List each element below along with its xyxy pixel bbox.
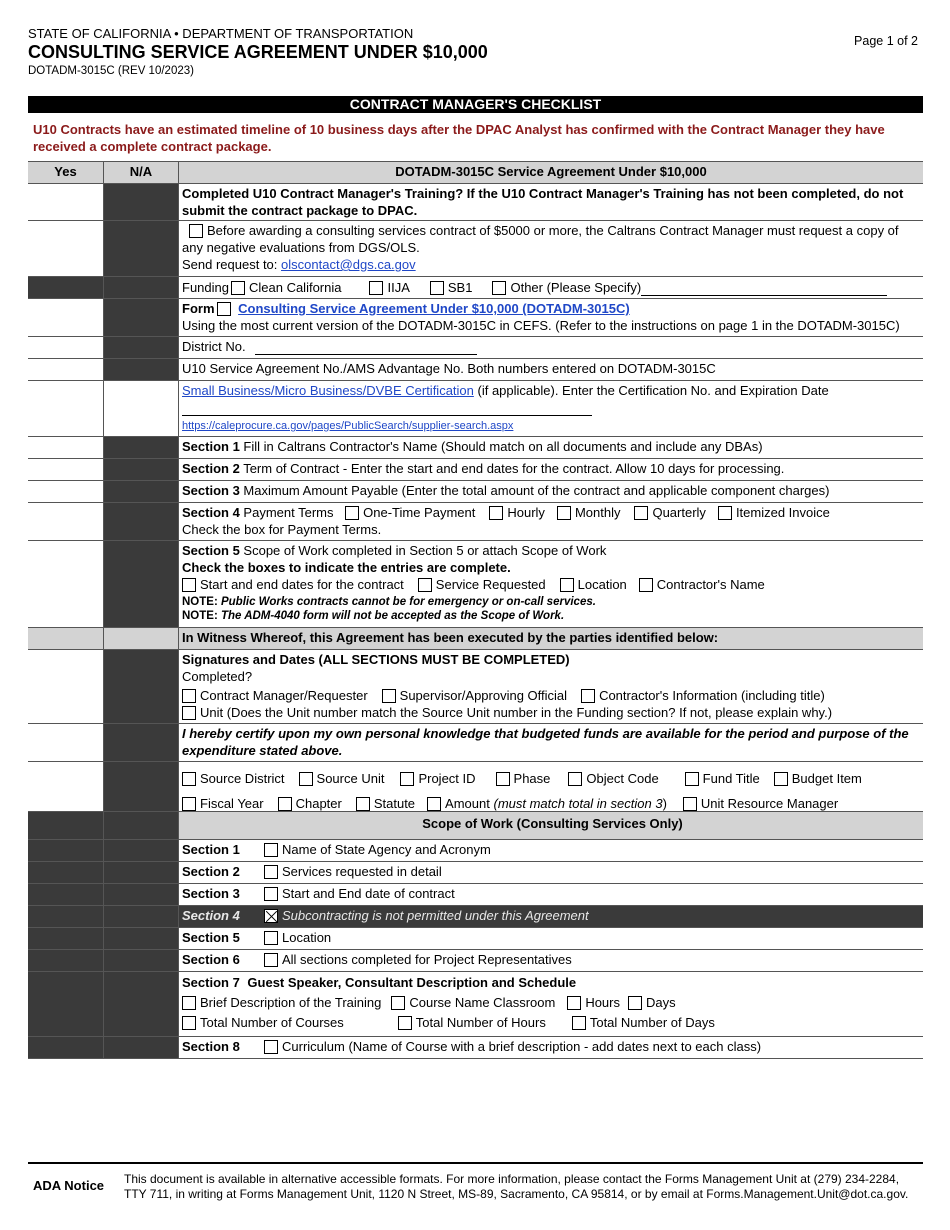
na-cell — [104, 437, 179, 458]
one-time-payment-label: One-Time Payment — [363, 505, 476, 520]
yes-cell — [28, 928, 104, 949]
scope-section-6-text: All sections completed for Project Representatives — [282, 952, 572, 967]
yes-cell[interactable] — [28, 359, 104, 380]
training-item: Completed U10 Contract Manager's Training? If the U10 Contract Manager's Training has not been completed, do not submit the contract package to DPAC. — [182, 186, 904, 218]
na-cell[interactable] — [104, 381, 179, 436]
ada-notice-label: ADA Notice — [33, 1178, 105, 1193]
table-row — [28, 1037, 923, 1059]
section-2-label: Section 2 — [182, 461, 240, 476]
table-row — [28, 184, 923, 221]
quarterly-label: Quarterly — [652, 505, 706, 520]
na-cell — [104, 481, 179, 502]
na-column-header: N/A — [104, 162, 179, 183]
u10-number-item: U10 Service Agreement No./AMS Advantage No. Both numbers entered on DOTADM-3015C — [182, 361, 716, 376]
scope-section-7 — [179, 972, 923, 1036]
na-cell — [104, 762, 179, 811]
yes-cell[interactable] — [28, 650, 104, 723]
witness-heading: In Witness Whereof, this Agreement has been executed by the parties identified below: — [179, 628, 923, 649]
form-id: DOTADM-3015C (REV 10/2023) — [28, 65, 194, 77]
total-days-checkbox[interactable] — [572, 1016, 586, 1030]
source-district-checkbox[interactable] — [182, 772, 196, 786]
table-header-row — [28, 161, 923, 184]
scope-section-3-label: Section 3 — [182, 886, 240, 901]
section-5-item — [179, 541, 923, 627]
scope-section-7-title: Guest Speaker, Consultant Description and Schedule — [247, 975, 577, 990]
phase-label: Phase — [513, 771, 551, 786]
total-days-label: Total Number of Days — [589, 1015, 715, 1030]
evaluations-checkbox[interactable] — [189, 224, 203, 238]
scope-section-3 — [179, 884, 923, 905]
note-2 — [182, 609, 923, 623]
timeline-notice: U10 Contracts have an estimated timeline of 10 business days after the DPAC Analyst has confirmed with the Contract Manager they have received a complete contract package. — [33, 122, 885, 154]
clean-california-label: Clean California — [248, 280, 342, 295]
section-3-item — [179, 481, 923, 502]
send-request-label: Send request to: — [182, 257, 278, 272]
project-id-checkbox[interactable] — [400, 772, 414, 786]
scope-section-3-text: Start and End date of contract — [282, 886, 455, 901]
contractor-info-checkbox[interactable] — [581, 689, 595, 703]
course-name-checkbox[interactable] — [391, 996, 405, 1010]
note-1-label: NOTE: — [182, 596, 218, 608]
yes-cell — [28, 862, 104, 883]
funding-fields-item — [179, 762, 923, 811]
signatures-title: Signatures and Dates (ALL SECTIONS MUST BE COMPLETED) — [182, 652, 570, 667]
yes-cell — [28, 906, 104, 927]
location-checkbox[interactable] — [560, 578, 574, 592]
scope-section-4-checkbox — [264, 909, 278, 923]
checklist-table — [28, 161, 923, 1059]
section-1-text: Fill in Caltrans Contractor's Name (Should match on all documents and include any DBAs) — [243, 439, 763, 454]
na-cell — [104, 906, 179, 927]
brief-description-checkbox[interactable] — [182, 996, 196, 1010]
source-district-label: Source District — [200, 771, 285, 786]
location-label: Location — [577, 577, 627, 592]
table-row — [28, 381, 923, 437]
table-row — [28, 628, 923, 650]
table-row — [28, 299, 923, 337]
funding-item — [179, 277, 923, 298]
monthly-checkbox[interactable] — [557, 506, 571, 520]
statute-checkbox[interactable] — [356, 797, 370, 811]
yes-cell[interactable] — [28, 337, 104, 358]
section-3-text: Maximum Amount Payable (Enter the total amount of the contract and applicable component charges) — [243, 483, 830, 498]
scope-section-4 — [179, 906, 923, 927]
start-end-dates-checkbox[interactable] — [182, 578, 196, 592]
chapter-label: Chapter — [295, 796, 342, 811]
na-cell — [104, 503, 179, 540]
contract-manager-checkbox[interactable] — [182, 689, 196, 703]
table-row — [28, 359, 923, 381]
yes-cell — [28, 812, 104, 839]
yes-cell[interactable] — [28, 184, 104, 220]
unit-option — [182, 704, 923, 721]
na-cell — [104, 541, 179, 627]
district-item — [179, 337, 923, 358]
supplier-search-link[interactable]: https://caleprocure.ca.gov/pages/PublicSearch/supplier-search.aspx — [182, 420, 514, 432]
scope-section-2 — [179, 862, 923, 883]
na-cell — [104, 459, 179, 480]
section-4-text: Payment Terms — [243, 505, 334, 520]
scope-section-4-label: Section 4 — [182, 908, 240, 923]
itemized-invoice-checkbox[interactable] — [718, 506, 732, 520]
monthly-label: Monthly — [574, 505, 621, 520]
scope-section-2-label: Section 2 — [182, 864, 240, 879]
negative-evaluations-item — [179, 221, 923, 276]
scope-section-1 — [179, 840, 923, 861]
na-cell — [104, 862, 179, 883]
certification-item — [179, 381, 923, 436]
scope-section-6-label: Section 6 — [182, 952, 240, 967]
total-courses-label: Total Number of Courses — [200, 1015, 344, 1030]
unit-resource-manager-label: Unit Resource Manager — [700, 796, 839, 811]
table-row — [28, 221, 923, 277]
table-row — [28, 459, 923, 481]
yes-cell — [28, 950, 104, 971]
phase-checkbox[interactable] — [496, 772, 510, 786]
yes-cell — [28, 628, 104, 649]
fund-title-checkbox[interactable] — [685, 772, 699, 786]
note-1-text: Public Works contracts cannot be for emergency or on-call services. — [220, 596, 596, 608]
scope-section-6 — [179, 950, 923, 971]
table-row — [28, 277, 923, 299]
yes-cell[interactable] — [28, 541, 104, 627]
table-row — [28, 972, 923, 1037]
total-courses-checkbox[interactable] — [182, 1016, 196, 1030]
source-unit-label: Source Unit — [316, 771, 385, 786]
yes-cell — [28, 884, 104, 905]
yes-cell[interactable] — [28, 481, 104, 502]
scope-section-6-checkbox[interactable] — [264, 953, 278, 967]
other-funding-field[interactable] — [641, 283, 887, 296]
days-checkbox[interactable] — [628, 996, 642, 1010]
na-cell — [104, 359, 179, 380]
budget-item-checkbox[interactable] — [774, 772, 788, 786]
scope-section-4-text: Subcontracting is not permitted under this Agreement — [282, 908, 589, 923]
amount-checkbox[interactable] — [427, 797, 441, 811]
note-1 — [182, 595, 923, 609]
form-link[interactable]: Consulting Service Agreement Under $10,000 (DOTADM-3015C) — [238, 301, 630, 316]
ols-email-link[interactable]: olscontact@dgs.ca.gov — [281, 257, 416, 272]
table-row — [28, 481, 923, 503]
budget-item-label: Budget Item — [791, 771, 862, 786]
table-row — [28, 862, 923, 884]
sb1-checkbox[interactable] — [430, 281, 444, 295]
scope-section-7-label: Section 7 — [182, 975, 240, 990]
section-4-item — [179, 503, 923, 540]
form-note: Using the most current version of the DOTADM-3015C in CEFS. (Refer to the instructions on page 1 in the DOTADM-3015C) — [182, 318, 900, 333]
form-label: Form — [182, 301, 215, 316]
certification-text: (if applicable). Enter the Certification No. and Expiration Date — [477, 383, 829, 398]
section-2-text: Term of Contract - Enter the start and end dates for the contract. Allow 10 days for processing. — [243, 461, 785, 476]
table-row — [28, 840, 923, 862]
yes-cell — [28, 277, 104, 298]
ada-notice — [28, 1162, 923, 1201]
scope-section-1-checkbox[interactable] — [264, 843, 278, 857]
form-checkbox[interactable] — [217, 302, 231, 316]
yes-cell[interactable] — [28, 221, 104, 276]
checklist-banner: CONTRACT MANAGER'S CHECKLIST — [28, 96, 923, 113]
signatures-options — [182, 687, 923, 704]
na-cell — [104, 337, 179, 358]
contractor-name-checkbox[interactable] — [639, 578, 653, 592]
unit-resource-manager-checkbox[interactable] — [683, 797, 697, 811]
table-row — [28, 541, 923, 628]
certification-field[interactable] — [182, 405, 592, 416]
scope-section-8-checkbox[interactable] — [264, 1040, 278, 1054]
form-title: CONSULTING SERVICE AGREEMENT UNDER $10,000 — [28, 42, 488, 62]
days-label: Days — [646, 995, 676, 1010]
section-3-label: Section 3 — [182, 483, 240, 498]
section-4-label: Section 4 — [182, 505, 240, 520]
na-cell — [104, 184, 179, 220]
na-cell — [104, 628, 179, 649]
scope-section-5-label: Section 5 — [182, 930, 240, 945]
supervisor-label: Supervisor/Approving Official — [399, 688, 568, 703]
source-unit-checkbox[interactable] — [299, 772, 313, 786]
scope-section-5 — [179, 928, 923, 949]
clean-california-checkbox[interactable] — [231, 281, 245, 295]
table-row — [28, 503, 923, 541]
other-funding-checkbox[interactable] — [492, 281, 506, 295]
main-column-header: DOTADM-3015C Service Agreement Under $10,000 — [179, 162, 923, 183]
na-cell — [104, 1037, 179, 1058]
table-row — [28, 928, 923, 950]
section-5-label: Section 5 — [182, 543, 240, 558]
service-requested-label: Service Requested — [435, 577, 546, 592]
yes-cell[interactable] — [28, 437, 104, 458]
na-cell — [104, 650, 179, 723]
amount-note-close: ) — [662, 796, 667, 811]
table-row — [28, 950, 923, 972]
na-cell — [104, 812, 179, 839]
service-requested-checkbox[interactable] — [418, 578, 432, 592]
section-1-label: Section 1 — [182, 439, 240, 454]
scope-section-8 — [179, 1037, 923, 1058]
yes-cell — [28, 1037, 104, 1058]
yes-column-header: Yes — [28, 162, 104, 183]
supervisor-checkbox[interactable] — [382, 689, 396, 703]
funding-label: Funding — [182, 280, 229, 295]
amount-note: (must match total in section 3 — [493, 796, 663, 811]
scope-section-2-checkbox[interactable] — [264, 865, 278, 879]
scope-section-8-label: Section 8 — [182, 1039, 240, 1054]
total-hours-label: Total Number of Hours — [415, 1015, 546, 1030]
yes-cell — [28, 840, 104, 861]
scope-section-1-text: Name of State Agency and Acronym — [282, 842, 491, 857]
fund-title-label: Fund Title — [702, 771, 760, 786]
table-row — [28, 650, 923, 724]
total-hours-checkbox[interactable] — [398, 1016, 412, 1030]
ada-notice-text: This document is available in alternative accessible formats. For more information, please contact the Forms Management Unit at (279) 234-2284, TTY 711, in writing at Forms Management Unit, 1120 N Street, MS-89, Sacramento, CA 95814, or by email at Forms.Management.Unit@dot.ca.gov. — [124, 1172, 909, 1201]
contractor-name-label: Contractor's Name — [656, 577, 765, 592]
agency-line: STATE OF CALIFORNIA • DEPARTMENT OF TRANSPORTATION — [28, 26, 414, 41]
table-row — [28, 884, 923, 906]
table-row — [28, 762, 923, 812]
unit-label: Unit (Does the Unit number match the Source Unit number in the Funding section? If not, please explain why.) — [200, 705, 833, 720]
table-row — [28, 906, 923, 928]
object-code-label: Object Code — [586, 771, 659, 786]
na-cell — [104, 724, 179, 761]
hourly-checkbox[interactable] — [489, 506, 503, 520]
signatures-item — [179, 650, 923, 723]
contract-manager-label: Contract Manager/Requester — [200, 688, 368, 703]
na-cell — [104, 221, 179, 276]
yes-cell — [28, 972, 104, 1036]
fiscal-year-checkbox[interactable] — [182, 797, 196, 811]
na-cell — [104, 277, 179, 298]
na-cell — [104, 972, 179, 1036]
fiscal-year-label: Fiscal Year — [200, 796, 264, 811]
scope-section-5-text: Location — [282, 930, 332, 945]
district-field[interactable] — [255, 342, 477, 355]
na-cell — [104, 299, 179, 336]
project-id-label: Project ID — [418, 771, 476, 786]
scope-section-5-checkbox[interactable] — [264, 931, 278, 945]
section-5-text: Scope of Work completed in Section 5 or attach Scope of Work — [243, 543, 607, 558]
table-row — [28, 812, 923, 840]
iija-label: IIJA — [387, 280, 410, 295]
certification-link[interactable]: Small Business/Micro Business/DVBE Certification — [182, 383, 474, 398]
hours-checkbox[interactable] — [567, 996, 581, 1010]
page-number: Page 1 of 2 — [854, 34, 918, 48]
form-item — [179, 299, 923, 336]
before-award-text: Before awarding a consulting services contract of $5000 or more, the Caltrans Contract Manager must request a copy of any negative evaluations from DGS/OLS. — [182, 223, 899, 255]
amount-label: Amount — [445, 796, 490, 811]
note-2-label: NOTE: — [182, 610, 218, 622]
chapter-checkbox[interactable] — [278, 797, 292, 811]
section-1-item — [179, 437, 923, 458]
course-name-label: Course Name Classroom — [409, 995, 556, 1010]
scope-section-8-text: Curriculum (Name of Course with a brief description - add dates next to each class) — [282, 1039, 762, 1054]
brief-description-label: Brief Description of the Training — [200, 995, 382, 1010]
one-time-payment-checkbox[interactable] — [345, 506, 359, 520]
contractor-info-label: Contractor's Information (including title) — [599, 688, 825, 703]
sb1-label: SB1 — [447, 280, 473, 295]
yes-cell[interactable] — [28, 381, 104, 436]
iija-checkbox[interactable] — [369, 281, 383, 295]
unit-checkbox[interactable] — [182, 706, 196, 720]
table-row — [28, 724, 923, 762]
section-2-item — [179, 459, 923, 480]
section-4-note: Check the box for Payment Terms. — [182, 522, 382, 537]
yes-cell[interactable] — [28, 762, 104, 811]
na-cell — [104, 928, 179, 949]
yes-cell[interactable] — [28, 503, 104, 540]
section-5-instruction: Check the boxes to indicate the entries are complete. — [182, 560, 511, 575]
na-cell — [104, 950, 179, 971]
quarterly-checkbox[interactable] — [634, 506, 648, 520]
other-funding-label: Other (Please Specify) — [510, 280, 642, 295]
scope-section-1-label: Section 1 — [182, 842, 240, 857]
note-2-text: The ADM-4040 form will not be accepted as the Scope of Work. — [220, 610, 565, 622]
certify-statement: I hereby certify upon my own personal knowledge that budgeted funds are available for the period and purpose of the expenditure stated above. — [182, 726, 909, 758]
hours-label: Hours — [585, 995, 620, 1010]
scope-section-3-checkbox[interactable] — [264, 887, 278, 901]
start-end-dates-label: Start and end dates for the contract — [200, 577, 404, 592]
yes-cell[interactable] — [28, 459, 104, 480]
yes-cell[interactable] — [28, 724, 104, 761]
scope-section-2-text: Services requested in detail — [282, 864, 442, 879]
na-cell — [104, 840, 179, 861]
object-code-checkbox[interactable] — [568, 772, 582, 786]
table-row — [28, 437, 923, 459]
hourly-label: Hourly — [507, 505, 545, 520]
itemized-invoice-label: Itemized Invoice — [735, 505, 830, 520]
table-row — [28, 337, 923, 359]
statute-label: Statute — [373, 796, 416, 811]
signatures-completed-label: Completed? — [182, 669, 253, 684]
district-label: District No. — [182, 339, 246, 354]
yes-cell[interactable] — [28, 299, 104, 336]
na-cell — [104, 884, 179, 905]
scope-heading: Scope of Work (Consulting Services Only) — [179, 812, 923, 839]
